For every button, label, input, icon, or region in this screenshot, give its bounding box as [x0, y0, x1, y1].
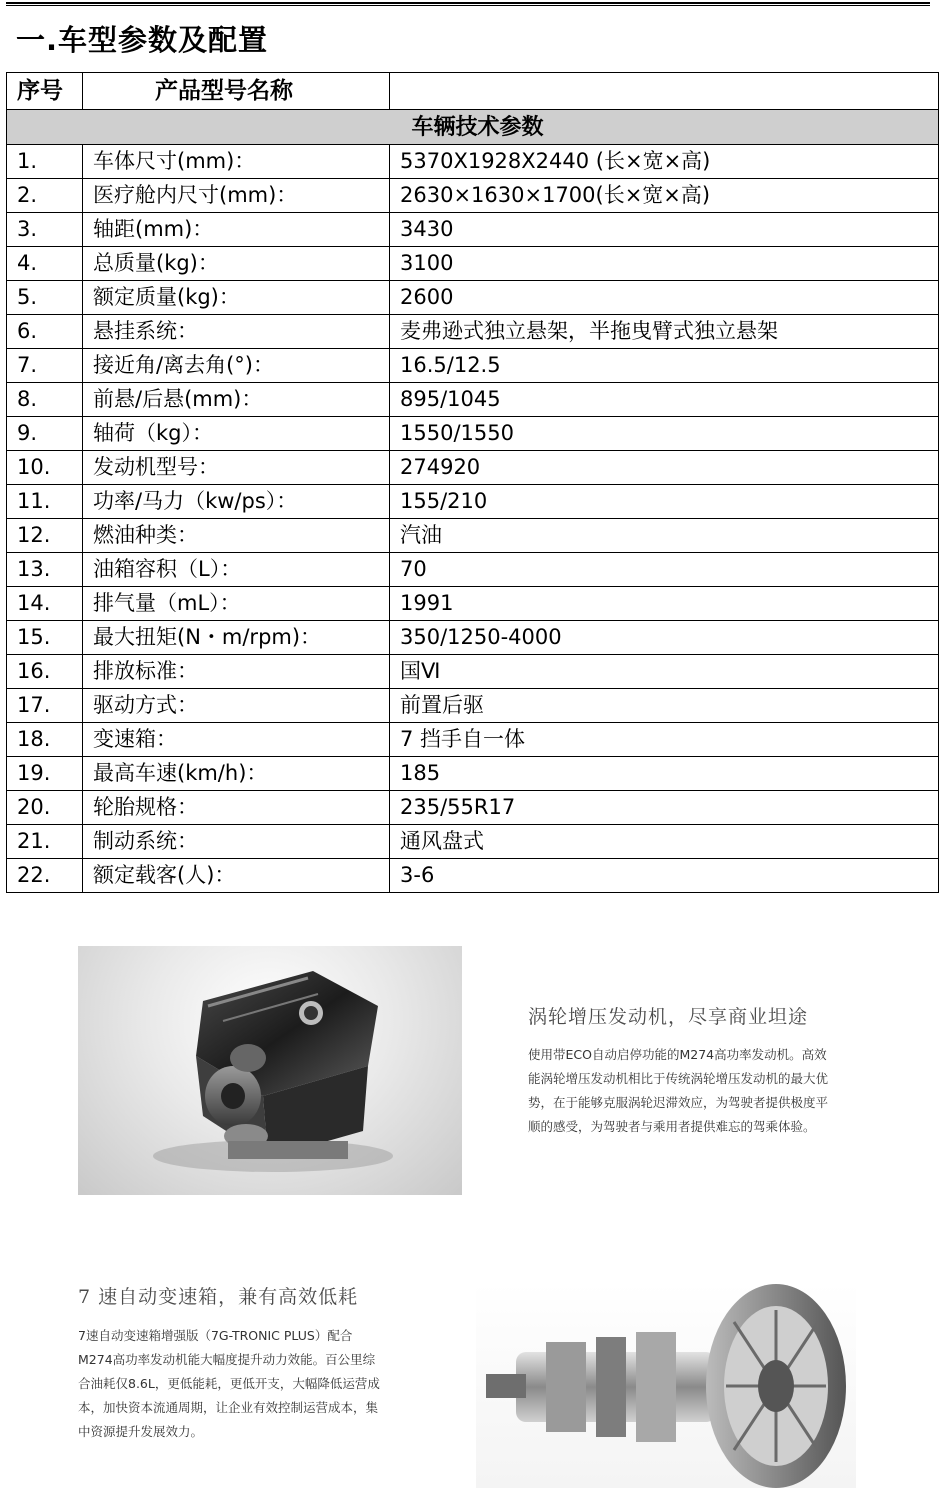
- row-label: 接近角/离去角(°)：: [83, 349, 390, 383]
- table-row: [7, 179, 939, 213]
- row-number: 9.: [7, 417, 83, 451]
- row-label: 悬挂系统：: [83, 315, 390, 349]
- row-value: 1991: [390, 587, 939, 621]
- row-number: 18.: [7, 723, 83, 757]
- table-row: [7, 723, 939, 757]
- row-label: 驱动方式：: [83, 689, 390, 723]
- table-row: [7, 587, 939, 621]
- row-value: 国Ⅵ: [390, 655, 939, 689]
- row-number: 14.: [7, 587, 83, 621]
- engine-promo-text: [528, 1043, 828, 1139]
- row-number: 22.: [7, 859, 83, 893]
- row-number: 19.: [7, 757, 83, 791]
- transmission-promo-line: M274高功率发动机能大幅度提升动力效能。百公里综: [78, 1352, 376, 1367]
- row-number: 7.: [7, 349, 83, 383]
- row-value: 185: [390, 757, 939, 791]
- table-row: [7, 349, 939, 383]
- engine-promo-title: 涡轮增压发动机，尽享商业坦途: [528, 1006, 809, 1028]
- table-row: [7, 689, 939, 723]
- transmission-promo-text: [78, 1324, 380, 1444]
- row-value: 2600: [390, 281, 939, 315]
- section-title: 车辆技术参数: [7, 110, 939, 145]
- spec-table: [6, 72, 939, 893]
- row-value: 350/1250-4000: [390, 621, 939, 655]
- header-no: 序号: [7, 73, 83, 110]
- top-rule: [6, 2, 930, 4]
- row-label: 功率/马力（kw/ps）：: [83, 485, 390, 519]
- transmission-promo-title: 7 速自动变速箱，兼有高效低耗: [78, 1286, 359, 1308]
- row-value: 3100: [390, 247, 939, 281]
- row-value: 1550/1550: [390, 417, 939, 451]
- row-number: 6.: [7, 315, 83, 349]
- row-number: 12.: [7, 519, 83, 553]
- row-label: 最高车速(km/h)：: [83, 757, 390, 791]
- row-value: 155/210: [390, 485, 939, 519]
- table-row: [7, 825, 939, 859]
- table-row: [7, 451, 939, 485]
- transmission-promo-line: 合油耗仅8.6L，更低能耗，更低开支，大幅降低运营成: [78, 1376, 380, 1391]
- engine-photo: [78, 946, 462, 1195]
- engine-promo-line: 使用带ECO自动启停功能的M274高功率发动机。高效: [528, 1047, 827, 1062]
- row-number: 17.: [7, 689, 83, 723]
- row-value: 麦弗逊式独立悬架，半拖曳臂式独立悬架: [390, 315, 939, 349]
- row-label: 最大扭矩(N・m/rpm)：: [83, 621, 390, 655]
- engine-illustration: [78, 946, 462, 1195]
- engine-promo-line: 势，在于能够克服涡轮迟滞效应，为驾驶者提供极度平: [528, 1095, 829, 1110]
- row-number: 4.: [7, 247, 83, 281]
- table-row: [7, 519, 939, 553]
- row-number: 13.: [7, 553, 83, 587]
- row-label: 油箱容积（L）：: [83, 553, 390, 587]
- row-value: 通风盘式: [390, 825, 939, 859]
- transmission-illustration: [476, 1282, 856, 1488]
- row-number: 8.: [7, 383, 83, 417]
- row-value: 3430: [390, 213, 939, 247]
- row-label: 轴距(mm)：: [83, 213, 390, 247]
- row-value: 274920: [390, 451, 939, 485]
- table-row: [7, 281, 939, 315]
- row-label: 轮胎规格：: [83, 791, 390, 825]
- row-label: 排气量（mL）：: [83, 587, 390, 621]
- table-row: [7, 791, 939, 825]
- row-number: 10.: [7, 451, 83, 485]
- table-row: [7, 417, 939, 451]
- table-row: [7, 655, 939, 689]
- row-value: 70: [390, 553, 939, 587]
- row-label: 变速箱：: [83, 723, 390, 757]
- table-row: [7, 553, 939, 587]
- top-rule-thin: [6, 5, 930, 6]
- row-label: 总质量(kg)：: [83, 247, 390, 281]
- header-name: 产品型号名称: [83, 73, 390, 110]
- engine-promo-line: 顺的感受，为驾驶者与乘用者提供难忘的驾乘体验。: [528, 1119, 816, 1134]
- table-row: [7, 315, 939, 349]
- table-row: [7, 485, 939, 519]
- transmission-promo-line: 本，加快资本流通周期，让企业有效控制运营成本，集: [78, 1400, 379, 1415]
- row-value: 3-6: [390, 859, 939, 893]
- table-row: [7, 859, 939, 893]
- table-row: [7, 213, 939, 247]
- row-value: 895/1045: [390, 383, 939, 417]
- engine-promo-line: 能涡轮增压发动机相比于传统涡轮增压发动机的最大优: [528, 1071, 829, 1086]
- row-number: 3.: [7, 213, 83, 247]
- row-label: 制动系统：: [83, 825, 390, 859]
- row-label: 医疗舱内尺寸(mm)：: [83, 179, 390, 213]
- row-value: 汽油: [390, 519, 939, 553]
- transmission-promo-line: 7速自动变速箱增强版（7G-TRONIC PLUS）配合: [78, 1328, 353, 1343]
- table-row: [7, 383, 939, 417]
- table-row: [7, 757, 939, 791]
- row-label: 车体尺寸(mm)：: [83, 145, 390, 179]
- row-value: 7 挡手自一体: [390, 723, 939, 757]
- row-value: 235/55R17: [390, 791, 939, 825]
- row-value: 16.5/12.5: [390, 349, 939, 383]
- row-value: 前置后驱: [390, 689, 939, 723]
- row-number: 21.: [7, 825, 83, 859]
- header-value: [390, 73, 939, 110]
- row-number: 5.: [7, 281, 83, 315]
- table-row: [7, 145, 939, 179]
- row-label: 发动机型号：: [83, 451, 390, 485]
- table-row: [7, 621, 939, 655]
- row-label: 额定载客(人)：: [83, 859, 390, 893]
- row-label: 前悬/后悬(mm)：: [83, 383, 390, 417]
- transmission-photo: [476, 1282, 856, 1488]
- row-number: 15.: [7, 621, 83, 655]
- table-header-row: [7, 73, 939, 110]
- row-number: 16.: [7, 655, 83, 689]
- row-number: 11.: [7, 485, 83, 519]
- row-number: 1.: [7, 145, 83, 179]
- row-number: 2.: [7, 179, 83, 213]
- row-label: 燃油种类：: [83, 519, 390, 553]
- row-label: 额定质量(kg)：: [83, 281, 390, 315]
- table-section-row: [7, 110, 939, 145]
- table-row: [7, 247, 939, 281]
- row-value: 2630×1630×1700(长×宽×高): [390, 179, 939, 213]
- row-label: 轴荷（kg）：: [83, 417, 390, 451]
- transmission-promo-line: 中资源提升发展效力。: [78, 1424, 204, 1439]
- section-heading: 一.车型参数及配置: [16, 23, 269, 57]
- row-value: 5370X1928X2440 (长×宽×高): [390, 145, 939, 179]
- row-label: 排放标准：: [83, 655, 390, 689]
- row-number: 20.: [7, 791, 83, 825]
